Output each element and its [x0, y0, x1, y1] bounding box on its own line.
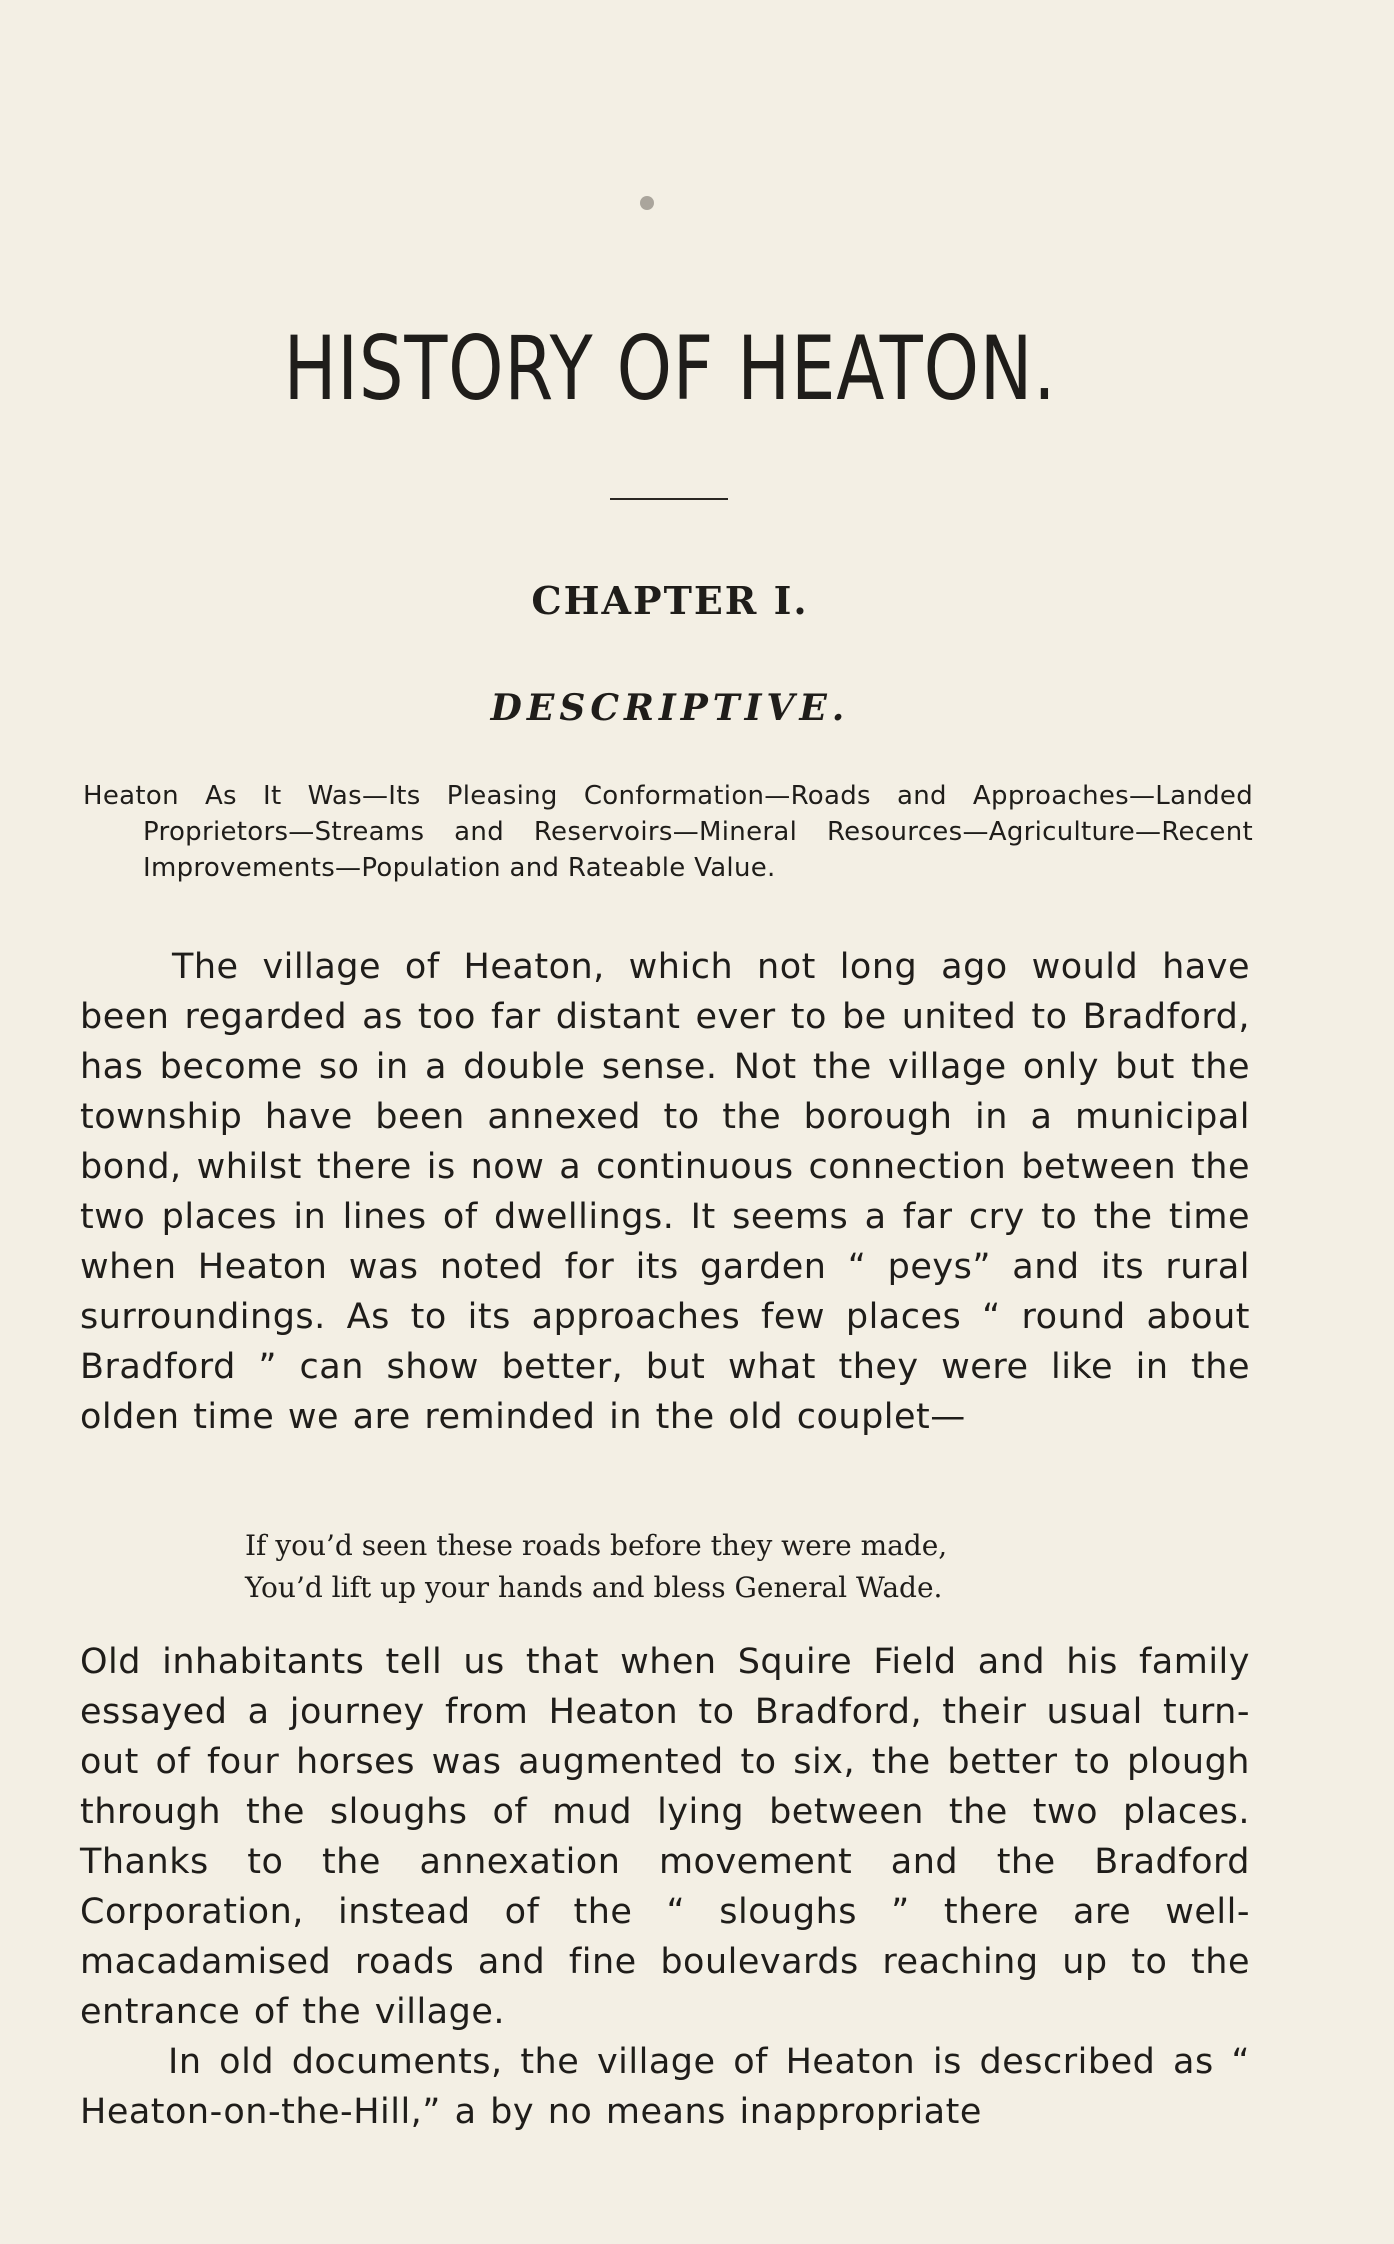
page-title: HISTORY OF HEATON. — [283, 317, 1057, 420]
title-rule — [610, 498, 728, 500]
chapter-summary: Heaton As It Was—Its Pleasing Conformation—Roads and Approaches—Landed Proprietors—Streams and Reservoirs—Mineral Resources—Agriculture—Recent Improvements—Population and Rateable Value. — [83, 781, 1253, 883]
chapter-subtitle: DESCRIPTIVE. — [490, 687, 850, 729]
verse-couplet — [245, 1525, 947, 1609]
verse-line-1: If you’d seen these roads before they were made, — [245, 1529, 948, 1562]
paragraph-1: The village of Heaton, which not long ago would have been regarded as too far distant ever to be united to Bradford, has become so in a double sense. Not the village only but the township have been annexed to the borough in a municipal bond, whilst there is now a continuous connection between the two places in lines of dwellings. It seems a far cry to the time when Heaton was noted for its garden “ peys” and its rural surroundings. As to its approaches few places “ round about Bradford ” can show better, but what they were like in the olden time we are reminded in the old couplet— — [80, 947, 1250, 1437]
ornament-dot — [640, 196, 654, 210]
paragraph-3: In old documents, the village of Heaton is described as “ Heaton-on-the-Hill,” a by no means inappropriate — [80, 2042, 1250, 2132]
chapter-heading: CHAPTER I. — [531, 578, 809, 623]
paragraph-2: Old inhabitants tell us that when Squire Field and his family essayed a journey from Heaton to Bradford, their usual turn-out of four horses was augmented to six, the better to plough through the sloughs of mud lying between the two places. Thanks to the annexation movement and the Bradford Corporation, instead of the “ sloughs ” there are well-macadamised roads and fine boulevards reaching up to the entrance of the village. — [80, 1642, 1250, 2032]
verse-line-2: You’d lift up your hands and bless General Wade. — [245, 1571, 943, 1604]
